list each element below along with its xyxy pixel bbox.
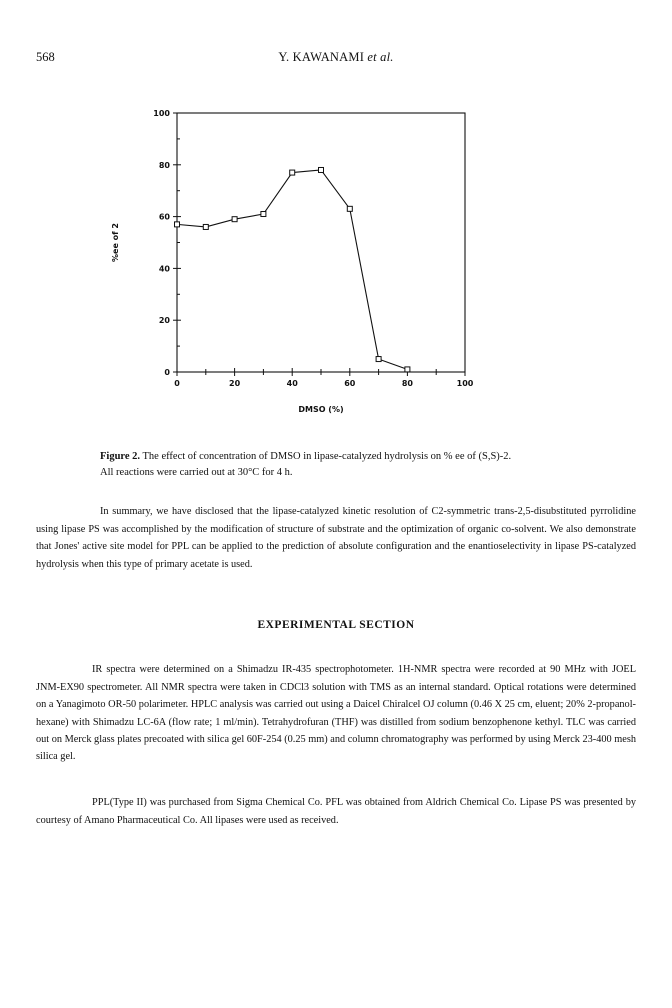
caption-line-1 xyxy=(100,449,620,465)
data-point xyxy=(319,167,324,172)
y-tick-label: 40 xyxy=(158,264,170,274)
y-tick-label: 60 xyxy=(158,212,170,222)
figure-caption xyxy=(100,449,620,481)
experimental-paragraph-1: IR spectra were determined on a Shimadzu IR-435 spectrophotometer. 1H-NMR spectra were recorded at 90 MHz with JOEL JNM-EX90 spectrometer. All NMR spectra were taken in CDCl3 solution with TMS as an internal standard. Optical rotations were determined on a Yanagimoto OR-50 polarimeter. HPLC analysis was carried out using a Daicel Chiralcel OJ column (0.46 X 25 cm, eluent; 20% 2-propanol-hexane) with Shimadzu LC-6A (flow rate; 1 ml/min). Tetrahydrofuran (THF) was distilled from sodium benzophenone kethyl. TLC was carried out on Merck glass plates precoated with silica gel 60F-254 (0.25 mm) and column chromatography was performed by using Merck 23-400 mesh silica gel. xyxy=(36,664,636,763)
series-line xyxy=(177,170,407,369)
data-point xyxy=(347,206,352,211)
y-axis-label: %ee of 2 xyxy=(111,223,120,262)
experimental-paragraph-2: PPL(Type II) was purchased from Sigma Chemical Co. PFL was obtained from Aldrich Chemical Co. Lipase PS was presented by courtesy of Amano Pharmaceutical Co. All lipases were used as received. xyxy=(36,797,636,826)
data-point xyxy=(405,367,410,372)
x-tick-label: 0 xyxy=(174,379,180,388)
summary-paragraph: In summary, we have disclosed that the lipase-catalyzed kinetic resolution of C2-symmetric trans-2,5-disubstituted pyrrolidine using lipase PS was accomplished by the modification of structure of substrate and the optimization of organic co-solvent. We also demonstrate that Jones' active site model for PPL can be applied to the prediction of absolute configuration and the enantioselectivity in lipase PS-catalyzed hydrolysis when this type of primary acetate is used. xyxy=(36,506,636,570)
data-point xyxy=(376,357,381,362)
caption-label: Figure 2. xyxy=(100,451,141,462)
data-point xyxy=(261,212,266,217)
caption-line-2: All reactions were carried out at 30°C for 4 h. xyxy=(100,467,293,478)
x-tick-label: 20 xyxy=(229,379,241,388)
section-heading: EXPERIMENTAL SECTION xyxy=(257,619,415,631)
chart-plot xyxy=(111,109,474,414)
plot-frame xyxy=(177,113,465,372)
dmso-ee-chart xyxy=(0,0,672,440)
data-point xyxy=(290,170,295,175)
running-head-etal: et al. xyxy=(367,50,394,64)
page-number: 568 xyxy=(36,50,55,64)
data-point xyxy=(232,217,237,222)
y-tick-label: 20 xyxy=(158,316,170,326)
caption-text: The effect of concentration of DMSO in lipase-catalyzed hydrolysis on % ee of (S,S)-2. xyxy=(140,451,512,462)
x-tick-label: 100 xyxy=(456,379,474,388)
y-tick-label: 80 xyxy=(158,160,170,170)
x-axis-label: DMSO (%) xyxy=(298,405,344,414)
data-point xyxy=(203,224,208,229)
x-tick-label: 60 xyxy=(344,379,356,388)
y-tick-label: 100 xyxy=(153,109,170,118)
x-tick-label: 80 xyxy=(401,379,413,388)
x-tick-label: 40 xyxy=(286,379,298,388)
y-tick-label: 0 xyxy=(164,368,170,377)
data-point xyxy=(175,222,180,227)
running-head-authors: Y. KAWANAMI xyxy=(278,50,365,64)
